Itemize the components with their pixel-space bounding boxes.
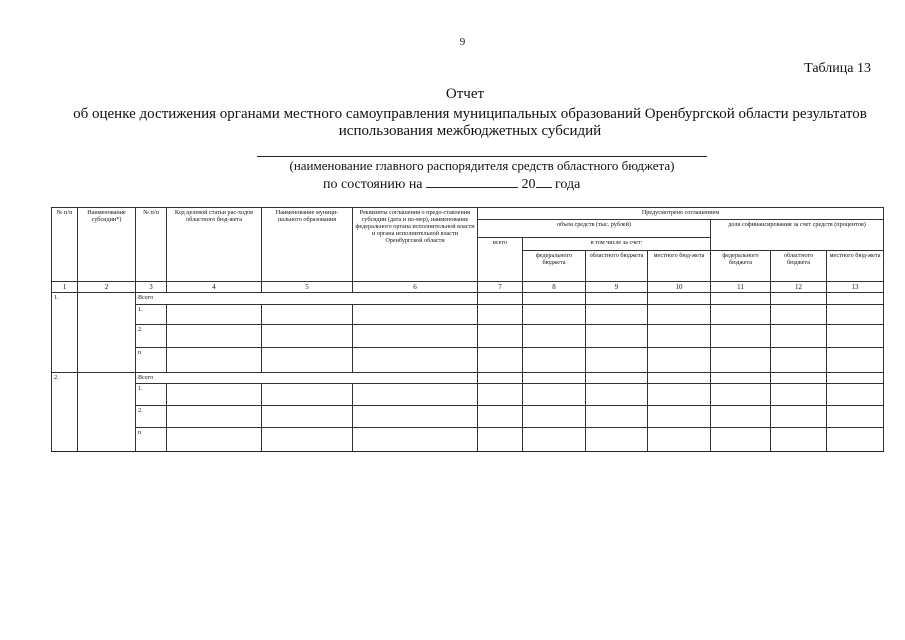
data-cell bbox=[711, 372, 771, 383]
data-cell bbox=[586, 347, 648, 372]
data-cell bbox=[523, 293, 586, 304]
header-row-num: № п/п bbox=[136, 208, 167, 282]
column-number: 10 bbox=[648, 282, 711, 293]
data-cell bbox=[827, 347, 884, 372]
data-cell bbox=[586, 293, 648, 304]
data-cell bbox=[523, 304, 586, 325]
data-cell bbox=[711, 405, 771, 428]
column-number: 4 bbox=[167, 282, 262, 293]
table-row bbox=[52, 383, 884, 405]
data-cell bbox=[586, 405, 648, 428]
data-cell bbox=[648, 383, 711, 405]
column-number: 13 bbox=[827, 282, 884, 293]
column-number: 7 bbox=[478, 282, 523, 293]
data-cell bbox=[827, 405, 884, 428]
data-cell bbox=[523, 372, 586, 383]
data-cell bbox=[711, 304, 771, 325]
data-cell bbox=[478, 325, 523, 348]
header-federal-budget: федерального бюджета bbox=[523, 251, 586, 282]
column-number: 2 bbox=[78, 282, 136, 293]
date-day-blank bbox=[426, 175, 518, 188]
data-cell bbox=[586, 383, 648, 405]
data-cell bbox=[827, 304, 884, 325]
data-cell bbox=[771, 383, 827, 405]
data-cell bbox=[262, 304, 353, 325]
data-cell bbox=[353, 405, 478, 428]
data-cell bbox=[711, 347, 771, 372]
data-cell bbox=[353, 304, 478, 325]
data-cell bbox=[648, 347, 711, 372]
data-cell bbox=[586, 325, 648, 348]
row-number: 2. bbox=[136, 405, 167, 428]
date-year: 20 bbox=[521, 177, 536, 192]
data-cell bbox=[478, 405, 523, 428]
data-cell bbox=[167, 405, 262, 428]
data-cell bbox=[648, 325, 711, 348]
table-row bbox=[52, 428, 884, 452]
data-cell bbox=[478, 383, 523, 405]
date-year-blank bbox=[536, 175, 552, 188]
header-cofinancing-share: доля софинансирования за счет средств (процентов) bbox=[711, 220, 884, 251]
data-cell bbox=[827, 293, 884, 304]
data-cell bbox=[262, 405, 353, 428]
data-cell bbox=[523, 325, 586, 348]
column-number: 3 bbox=[136, 282, 167, 293]
header-funds-volume: объем средств (тыс. рублей) bbox=[478, 220, 711, 238]
data-cell bbox=[167, 304, 262, 325]
row-number: n bbox=[136, 428, 167, 452]
data-cell bbox=[478, 293, 523, 304]
row-number: 1. bbox=[136, 383, 167, 405]
data-cell bbox=[827, 372, 884, 383]
subsidy-name-cell bbox=[78, 372, 136, 451]
data-cell bbox=[648, 372, 711, 383]
date-prefix: по состоянию на bbox=[323, 177, 423, 192]
date-line bbox=[323, 175, 580, 193]
header-num: № п/п bbox=[52, 208, 78, 282]
data-cell bbox=[523, 428, 586, 452]
table-row bbox=[52, 304, 884, 325]
data-cell bbox=[262, 383, 353, 405]
data-cell bbox=[478, 304, 523, 325]
data-cell bbox=[353, 325, 478, 348]
report-table bbox=[51, 207, 884, 452]
data-cell bbox=[771, 372, 827, 383]
header-subsidy-name: Наименование субсидии*) bbox=[78, 208, 136, 282]
header-total: всего bbox=[478, 237, 523, 281]
table-row bbox=[52, 293, 884, 304]
distributor-caption: (наименование главного распорядителя средств областного бюджета) bbox=[289, 158, 675, 173]
table-row bbox=[52, 372, 884, 383]
data-cell bbox=[167, 428, 262, 452]
data-cell bbox=[353, 428, 478, 452]
report-title: Отчет bbox=[445, 86, 485, 102]
data-cell bbox=[648, 293, 711, 304]
data-cell bbox=[262, 325, 353, 348]
table-label: Таблица 13 bbox=[804, 61, 871, 76]
data-cell bbox=[771, 428, 827, 452]
data-cell bbox=[827, 428, 884, 452]
header-provided-by-agreement: Предусмотрено соглашением bbox=[478, 208, 884, 220]
data-cell bbox=[523, 405, 586, 428]
report-subtitle bbox=[30, 106, 905, 140]
subsidy-name-cell bbox=[78, 293, 136, 372]
column-number: 6 bbox=[353, 282, 478, 293]
distributor-line bbox=[257, 156, 707, 157]
group-number: 2. bbox=[52, 372, 78, 451]
header-regional-share: областного бюджета bbox=[771, 251, 827, 282]
row-number: n bbox=[136, 347, 167, 372]
page-number: 9 bbox=[459, 36, 466, 48]
data-cell bbox=[771, 347, 827, 372]
column-number: 12 bbox=[771, 282, 827, 293]
total-label: Всего bbox=[136, 372, 478, 383]
data-cell bbox=[648, 428, 711, 452]
header-local-budget: местного бюд-жета bbox=[648, 251, 711, 282]
group-number: 1. bbox=[52, 293, 78, 372]
data-cell bbox=[771, 293, 827, 304]
header-municipality: Наименование муници-пального образования bbox=[262, 208, 353, 282]
data-cell bbox=[827, 325, 884, 348]
header-agreement-details: Реквизиты соглашения о предо-ставлении субсидии (дата и но-мер), наименование федерального органа исполнительной власти и органа исполнительной власти Оренбургской области bbox=[353, 208, 478, 282]
data-cell bbox=[523, 383, 586, 405]
row-number: 1. bbox=[136, 304, 167, 325]
header-regional-budget: областного бюджета bbox=[586, 251, 648, 282]
header-federal-share: федерального бюджета bbox=[711, 251, 771, 282]
data-cell bbox=[711, 428, 771, 452]
data-cell bbox=[711, 383, 771, 405]
data-cell bbox=[167, 383, 262, 405]
data-cell bbox=[353, 383, 478, 405]
data-cell bbox=[167, 347, 262, 372]
data-cell bbox=[771, 304, 827, 325]
table-row bbox=[52, 347, 884, 372]
header-local-share: местного бюд-жета bbox=[827, 251, 884, 282]
data-cell bbox=[711, 293, 771, 304]
row-number: 2. bbox=[136, 325, 167, 348]
data-cell bbox=[586, 372, 648, 383]
data-cell bbox=[167, 325, 262, 348]
subtitle-line-2: использования межбюджетных субсидий bbox=[338, 123, 602, 139]
subtitle-line-1: об оценке достижения органами местного самоуправления муниципальных образований Оренбургской области результатов bbox=[73, 106, 867, 122]
data-cell bbox=[586, 304, 648, 325]
column-numbers-row bbox=[52, 282, 884, 293]
column-number: 11 bbox=[711, 282, 771, 293]
header-including: в том числе за счет: bbox=[523, 237, 711, 250]
data-cell bbox=[827, 383, 884, 405]
table-row bbox=[52, 405, 884, 428]
column-number: 8 bbox=[523, 282, 586, 293]
total-label: Всего bbox=[136, 293, 478, 304]
table-row bbox=[52, 325, 884, 348]
data-cell bbox=[771, 325, 827, 348]
header-budget-code: Код целевой статьи рас-ходов областного бюд-жета bbox=[167, 208, 262, 282]
data-cell bbox=[586, 428, 648, 452]
date-suffix: года bbox=[555, 177, 581, 192]
column-number: 1 bbox=[52, 282, 78, 293]
data-cell bbox=[478, 372, 523, 383]
data-cell bbox=[648, 405, 711, 428]
data-cell bbox=[478, 347, 523, 372]
data-cell bbox=[771, 405, 827, 428]
data-cell bbox=[523, 347, 586, 372]
column-number: 5 bbox=[262, 282, 353, 293]
data-cell bbox=[648, 304, 711, 325]
data-cell bbox=[353, 347, 478, 372]
data-cell bbox=[262, 347, 353, 372]
data-cell bbox=[711, 325, 771, 348]
data-cell bbox=[262, 428, 353, 452]
column-number: 9 bbox=[586, 282, 648, 293]
data-cell bbox=[478, 428, 523, 452]
